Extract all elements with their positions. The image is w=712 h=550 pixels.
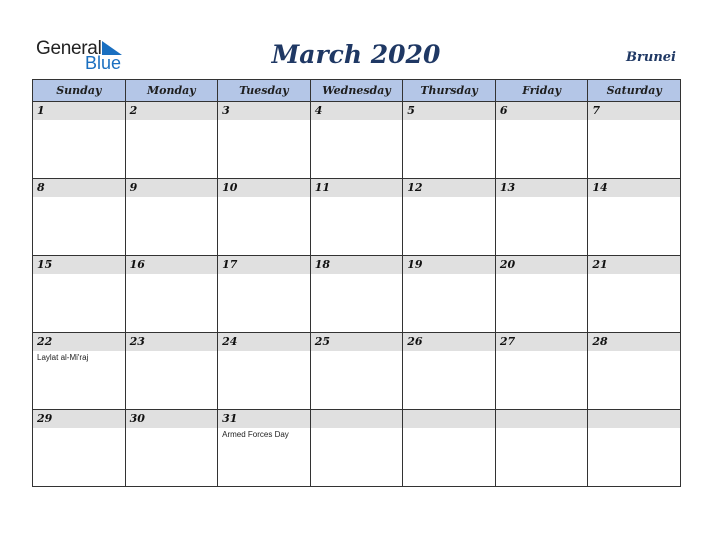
day-cell [310, 256, 403, 333]
day-cell [403, 102, 496, 179]
week-row [33, 102, 681, 179]
day-cell [125, 333, 218, 410]
day-number: 22 [33, 333, 125, 351]
day-cell [33, 179, 126, 256]
day-cell [125, 179, 218, 256]
day-number: 2 [126, 102, 218, 120]
holiday-label: Armed Forces Day [222, 430, 289, 439]
day-cell [218, 256, 311, 333]
day-cell [125, 102, 218, 179]
day-cell [310, 102, 403, 179]
week-row [33, 333, 681, 410]
day-number: 3 [218, 102, 310, 120]
weekday-header-row [33, 80, 681, 102]
day-number: 29 [33, 410, 125, 428]
day-number [403, 410, 495, 428]
day-number: 8 [33, 179, 125, 197]
day-cell [218, 179, 311, 256]
day-cell [218, 410, 311, 487]
day-number: 17 [218, 256, 310, 274]
day-number: 18 [311, 256, 403, 274]
day-number: 9 [126, 179, 218, 197]
day-cell [33, 256, 126, 333]
empty-day-cell [310, 410, 403, 487]
day-cell [33, 410, 126, 487]
day-number: 7 [588, 102, 680, 120]
country-label: Brunei [626, 50, 676, 65]
day-number: 25 [311, 333, 403, 351]
day-number: 1 [33, 102, 125, 120]
day-cell [33, 102, 126, 179]
day-number [588, 410, 680, 428]
day-cell [218, 102, 311, 179]
day-number: 14 [588, 179, 680, 197]
day-number [496, 410, 588, 428]
day-cell [495, 256, 588, 333]
weekday-header: Monday [125, 80, 218, 102]
day-number: 4 [311, 102, 403, 120]
day-cell [495, 333, 588, 410]
calendar-grid [32, 79, 681, 487]
day-number: 27 [496, 333, 588, 351]
day-cell [310, 333, 403, 410]
day-cell [125, 256, 218, 333]
day-number: 12 [403, 179, 495, 197]
logo-text-blue: Blue [85, 53, 122, 73]
week-row [33, 256, 681, 333]
day-number: 26 [403, 333, 495, 351]
weekday-header: Friday [495, 80, 588, 102]
empty-day-cell [495, 410, 588, 487]
day-cell [588, 256, 681, 333]
weekday-header: Tuesday [218, 80, 311, 102]
empty-day-cell [588, 410, 681, 487]
weekday-header: Saturday [588, 80, 681, 102]
day-cell [33, 333, 126, 410]
day-cell [403, 333, 496, 410]
day-cell [403, 256, 496, 333]
day-cell [495, 179, 588, 256]
day-cell [588, 102, 681, 179]
day-number: 13 [496, 179, 588, 197]
day-number: 21 [588, 256, 680, 274]
day-number: 30 [126, 410, 218, 428]
day-number: 24 [218, 333, 310, 351]
empty-day-cell [403, 410, 496, 487]
day-cell [588, 333, 681, 410]
day-number: 10 [218, 179, 310, 197]
calendar-title: March 2020 [271, 40, 441, 69]
day-number: 16 [126, 256, 218, 274]
day-cell [218, 333, 311, 410]
weekday-header: Thursday [403, 80, 496, 102]
day-cell [310, 179, 403, 256]
day-number: 11 [311, 179, 403, 197]
week-row [33, 179, 681, 256]
day-number: 6 [496, 102, 588, 120]
holiday-label: Laylat al-Mi'raj [37, 353, 89, 362]
logo-text-general: General [36, 38, 102, 59]
day-cell [588, 179, 681, 256]
day-number: 20 [496, 256, 588, 274]
day-number: 15 [33, 256, 125, 274]
day-number [311, 410, 403, 428]
day-number: 28 [588, 333, 680, 351]
weekday-header: Wednesday [310, 80, 403, 102]
day-number: 23 [126, 333, 218, 351]
weekday-header: Sunday [33, 80, 126, 102]
day-cell [495, 102, 588, 179]
day-cell [125, 410, 218, 487]
day-number: 31 [218, 410, 310, 428]
day-cell [403, 179, 496, 256]
day-number: 19 [403, 256, 495, 274]
day-number: 5 [403, 102, 495, 120]
week-row [33, 410, 681, 487]
